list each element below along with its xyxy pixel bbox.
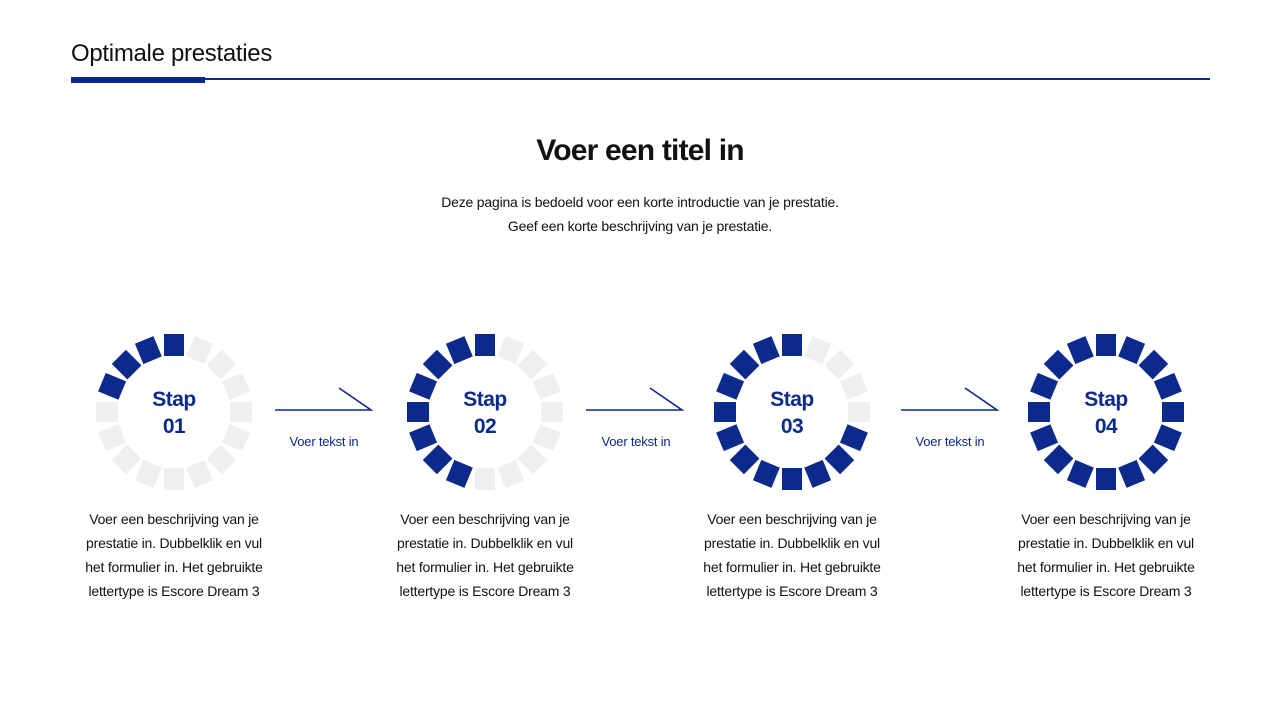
progress-segment-empty	[475, 468, 495, 490]
step-4-label	[1026, 386, 1186, 440]
progress-segment-empty	[497, 460, 524, 488]
progress-segment-filled	[753, 336, 780, 364]
progress-segment-empty	[186, 460, 213, 488]
progress-segment-empty	[186, 336, 213, 364]
step-1-label	[94, 386, 254, 440]
step-3-word: Stap	[770, 388, 814, 411]
progress-segment-filled	[1096, 468, 1116, 490]
progress-segment-filled	[446, 460, 473, 488]
step-2-description-line: lettertype is Escore Dream 3	[399, 583, 571, 599]
step-2-number: 02	[473, 415, 497, 438]
step-2-word: Stap	[463, 388, 507, 411]
step-3-number: 03	[780, 415, 804, 438]
step-4-word: Stap	[1084, 388, 1128, 411]
progress-segment-filled	[782, 468, 802, 490]
progress-segment-filled	[1118, 460, 1145, 488]
step-1-description-line: prestatie in. Dubbelklik en vul	[86, 535, 262, 551]
arrow-right-icon	[900, 386, 1000, 416]
progress-segment-filled	[1139, 350, 1169, 380]
progress-segment-empty	[804, 336, 831, 364]
step-2-description-line: prestatie in. Dubbelklik en vul	[397, 535, 573, 551]
step-3-description-line: het formulier in. Het gebruikte	[703, 559, 881, 575]
step-4	[1026, 332, 1186, 492]
progress-segment-empty	[518, 445, 548, 475]
progress-segment-filled	[782, 334, 802, 356]
progress-segment-filled	[825, 445, 855, 475]
step-4-description	[1001, 507, 1211, 603]
step-4-description-line: Voer een beschrijving van je	[1021, 511, 1191, 527]
progress-segment-filled	[753, 460, 780, 488]
step-3-description-line: lettertype is Escore Dream 3	[706, 583, 878, 599]
progress-segment-filled	[423, 350, 453, 380]
connector-2-label: Voer tekst in	[601, 434, 671, 449]
step-4-description-line: prestatie in. Dubbelklik en vul	[1018, 535, 1194, 551]
progress-segment-empty	[497, 336, 524, 364]
arrow-right-icon	[585, 386, 685, 416]
intro-line-2: Geef een korte beschrijving van je prestatie.	[507, 218, 773, 234]
page-title: Optimale prestaties	[71, 40, 273, 67]
step-4-description-line: het formulier in. Het gebruikte	[1017, 559, 1195, 575]
page-header	[71, 38, 1210, 86]
connector-3-label: Voer tekst in	[915, 434, 985, 449]
step-1-description-line: Voer een beschrijving van je	[89, 511, 259, 527]
step-1-number: 01	[162, 415, 186, 438]
progress-segment-filled	[1067, 460, 1094, 488]
arrow-right-icon	[274, 386, 374, 416]
progress-segment-empty	[112, 445, 142, 475]
progress-segment-empty	[207, 350, 237, 380]
step-3-label	[712, 386, 872, 440]
step-2-description-line: Voer een beschrijving van je	[400, 511, 570, 527]
progress-segment-filled	[164, 334, 184, 356]
progress-segment-filled	[1139, 445, 1169, 475]
progress-segment-filled	[135, 336, 162, 364]
header-divider	[71, 78, 1210, 80]
progress-segment-filled	[446, 336, 473, 364]
step-4-description-line: lettertype is Escore Dream 3	[1020, 583, 1192, 599]
step-2-description-line: het formulier in. Het gebruikte	[396, 559, 574, 575]
step-1	[94, 332, 254, 492]
intro-text	[0, 190, 1280, 238]
progress-segment-filled	[1096, 334, 1116, 356]
step-2-label	[405, 386, 565, 440]
step-3-description-line: prestatie in. Dubbelklik en vul	[704, 535, 880, 551]
progress-segment-empty	[135, 460, 162, 488]
progress-segment-filled	[1067, 336, 1094, 364]
progress-segment-filled	[475, 334, 495, 356]
connector-1-label: Voer tekst in	[289, 434, 359, 449]
intro-line-1: Deze pagina is bedoeld voor een korte introductie van je prestatie.	[441, 194, 839, 210]
progress-segment-empty	[518, 350, 548, 380]
progress-segment-filled	[1044, 445, 1074, 475]
step-1-word: Stap	[152, 388, 196, 411]
main-title: Voer een titel in	[536, 134, 744, 167]
progress-segment-filled	[804, 460, 831, 488]
progress-segment-filled	[730, 445, 760, 475]
progress-segment-filled	[1118, 336, 1145, 364]
progress-segment-filled	[112, 350, 142, 380]
step-1-description	[69, 507, 279, 603]
step-4-number: 04	[1094, 415, 1118, 438]
progress-segment-filled	[730, 350, 760, 380]
step-3-description-line: Voer een beschrijving van je	[707, 511, 877, 527]
step-1-description-line: lettertype is Escore Dream 3	[88, 583, 260, 599]
step-2	[405, 332, 565, 492]
progress-segment-empty	[825, 350, 855, 380]
progress-segment-filled	[1044, 350, 1074, 380]
step-2-description	[380, 507, 590, 603]
step-3-description	[687, 507, 897, 603]
step-1-description-line: het formulier in. Het gebruikte	[85, 559, 263, 575]
progress-segment-empty	[207, 445, 237, 475]
progress-segment-filled	[423, 445, 453, 475]
header-accent-bar	[71, 77, 205, 83]
step-3	[712, 332, 872, 492]
progress-segment-empty	[164, 468, 184, 490]
